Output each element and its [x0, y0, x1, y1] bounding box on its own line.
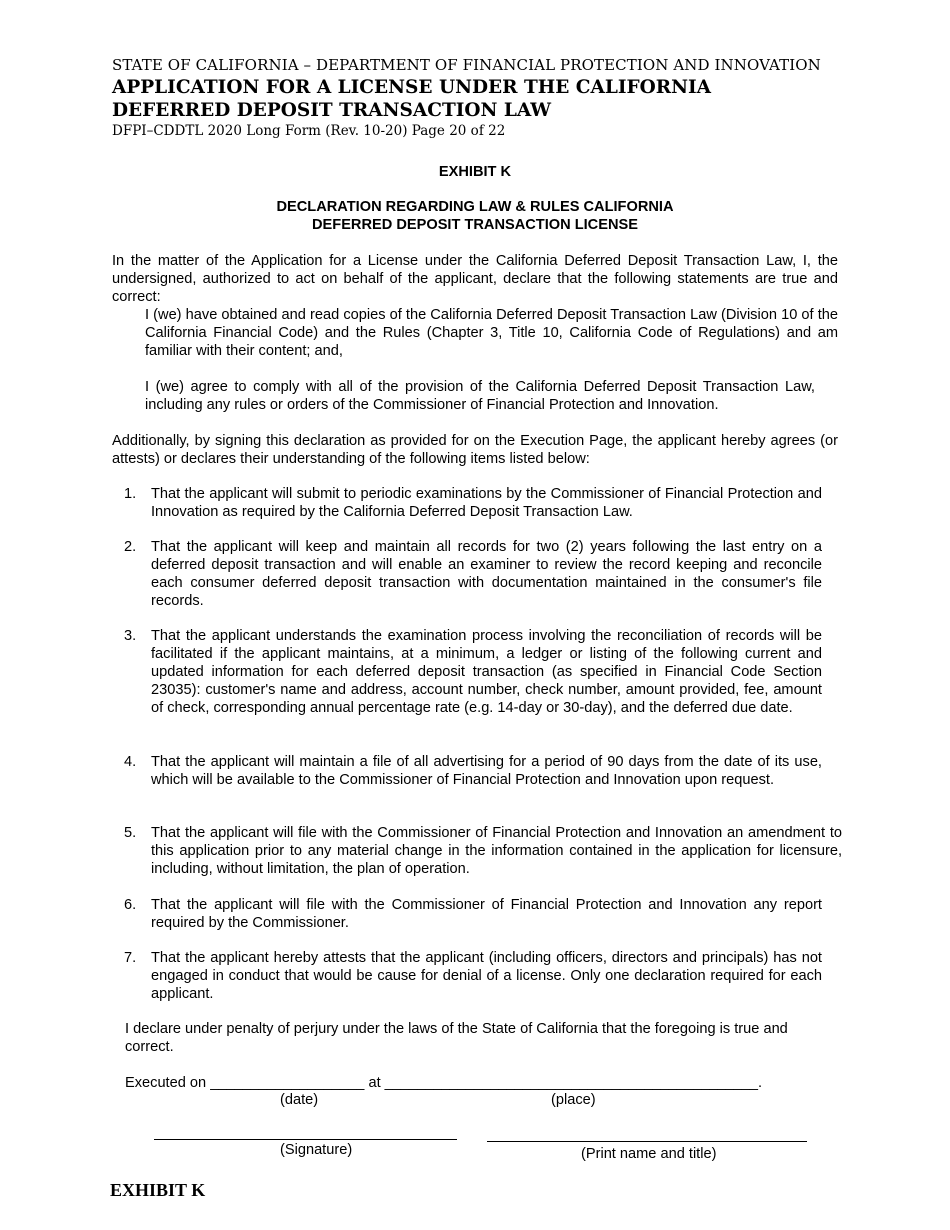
declaration-title-line2: DEFERRED DEPOSIT TRANSACTION LICENSE: [312, 217, 638, 233]
list-item: [112, 824, 842, 878]
list-item-number: 6.: [124, 897, 137, 913]
print-name-line[interactable]: [487, 1141, 807, 1142]
print-name-label: (Print name and title): [581, 1146, 717, 1162]
list-item: [112, 753, 822, 789]
list-item: [112, 485, 822, 521]
form-id: DFPI–CDDTL 2020 Long Form (Rev. 10-20) Page 20 of 22: [112, 123, 506, 139]
list-item-text: That the applicant understands the examination process involving the reconciliation of records will be facilitated if the applicant maintains, at a minimum, a ledger or listing of the following current and updated information for each deferred deposit transaction (as specified in Financial Code Section 23035): customer's name and address, account number, check number, amount provided, fee, amount of check, corresponding annual percentage rate (e.g. 14-day or 30-day), and the deferred due date.: [151, 628, 822, 716]
list-item-text: That the applicant will keep and maintain all records for two (2) years following the last entry on a deferred deposit transaction and will enable an examiner to review the record keeping and reconcile each consumer deferred deposit transaction with documentation maintained in the consumer's file records.: [151, 539, 822, 609]
list-item: [112, 538, 822, 610]
list-item-number: 4.: [124, 754, 137, 770]
exhibit-heading: EXHIBIT K: [438, 164, 512, 180]
list-item-number: 1.: [124, 486, 137, 502]
declaration-title-line1: DECLARATION REGARDING LAW & RULES CALIFORNIA: [276, 199, 674, 215]
list-item-number: 2.: [124, 539, 137, 555]
list-item-number: 3.: [124, 628, 137, 644]
place-label: (place): [551, 1092, 596, 1108]
list-item: [112, 896, 822, 932]
signature-line[interactable]: [154, 1139, 457, 1140]
list-item-text: That the applicant will file with the Commissioner of Financial Protection and Innovation any report required by the Commissioner.: [151, 897, 822, 931]
list-item-text: That the applicant hereby attests that the applicant (including officers, directors and principals) has not engaged in conduct that would be cause for denial of a license. Only one declaration required for each applicant.: [151, 950, 822, 1002]
list-item-number: 7.: [124, 950, 137, 966]
form-title-line2: DEFERRED DEPOSIT TRANSACTION LAW: [112, 100, 552, 121]
list-item: [112, 949, 822, 1003]
date-label: (date): [280, 1092, 319, 1108]
list-item-text: That the applicant will submit to periodic examinations by the Commissioner of Financial Protection and Innovation as required by the California Deferred Deposit Transaction Law.: [151, 486, 822, 520]
list-item-text: That the applicant will maintain a file of all advertising for a period of 90 days from the date of its use, which will be available to the Commissioner of Financial Protection and Innovation upon request.: [151, 754, 822, 788]
executed-on-line[interactable]: Executed on ___________________ at ______________________________________________.: [125, 1075, 763, 1091]
statement-agree-comply: I (we) agree to comply with all of the provision of the California Deferred Deposit Transaction Law, including any rules or orders of the Commissioner of Financial Protection and Innovation.: [145, 379, 815, 413]
footer-exhibit-label: EXHIBIT K: [110, 1180, 206, 1200]
list-item: [112, 627, 822, 717]
department-header: STATE OF CALIFORNIA – DEPARTMENT OF FINANCIAL PROTECTION AND INNOVATION: [112, 56, 821, 74]
list-item-number: 5.: [124, 825, 137, 841]
intro-paragraph: In the matter of the Application for a License under the California Deferred Deposit Transaction Law, I, the undersigned, authorized to act on behalf of the applicant, declare that the following statements are true and correct:: [112, 253, 838, 305]
statement-read-copies: I (we) have obtained and read copies of the California Deferred Deposit Transaction Law (Division 10 of the California Financial Code) and the Rules (Chapter 3, Title 10, California Code of Regulations) and am familiar with their content; and,: [145, 307, 838, 359]
form-title-line1: APPLICATION FOR A LICENSE UNDER THE CALIFORNIA: [112, 77, 712, 98]
additionally-paragraph: Additionally, by signing this declaration as provided for on the Execution Page, the applicant hereby agrees (or attests) or declares their understanding of the following items listed below:: [112, 433, 838, 467]
perjury-statement: I declare under penalty of perjury under the laws of the State of California that the foregoing is true and correct.: [125, 1021, 788, 1055]
list-item-text: That the applicant will file with the Commissioner of Financial Protection and Innovation an amendment to this application prior to any material change in the information contained in the application for licensure, including, without limitation, the plan of operation.: [151, 825, 842, 877]
signature-label: (Signature): [280, 1142, 353, 1158]
declaration-title: [0, 198, 950, 234]
